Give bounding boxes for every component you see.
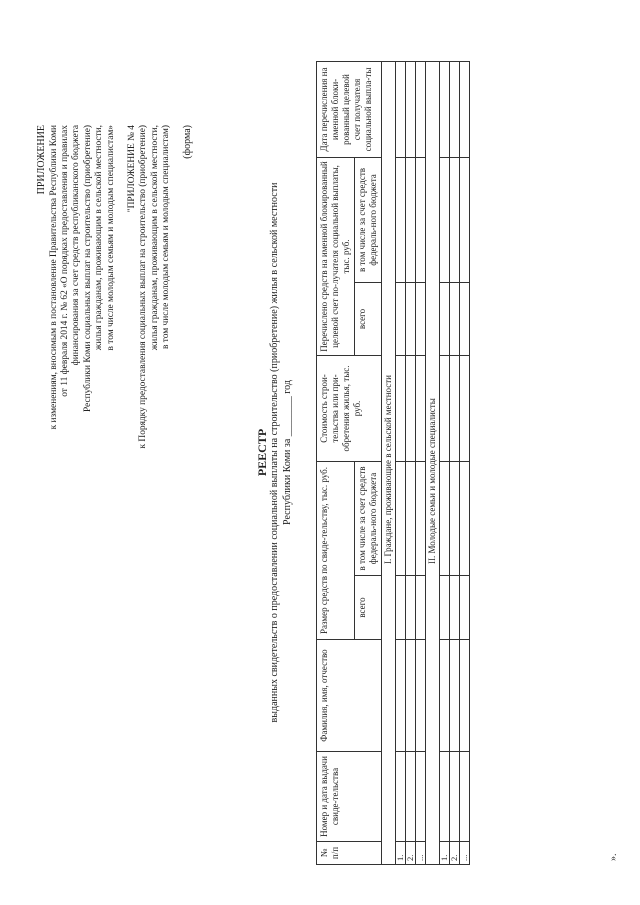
closing-quote-mark: ». — [608, 853, 619, 861]
subheader-total: всего — [355, 282, 382, 355]
col-header-cost: Стоимость строи-тельства или при-обретения жилья, тыс. руб. — [317, 355, 382, 461]
registry-subtitle-line: Республики Коми за ________ год — [281, 380, 293, 525]
col-header-cert: Номер и дата выдачи свиде-тельства — [317, 752, 382, 842]
table-row — [450, 61, 460, 864]
subheader-federal: в том числе за счет средств федераль-ного бюджета — [355, 461, 382, 575]
col-header-transferred: Перечислено средств на именной блокированный целевой счет по-лучателя социальной выплаты, тыс. руб. — [317, 157, 355, 355]
appendix-line: в том числе молодым семьям и молодым специалистам» — [105, 125, 116, 351]
annex4-line: жилья гражданам, проживающим в сельской местности, — [149, 125, 160, 351]
row-number: ... — [416, 842, 426, 865]
table-row — [406, 61, 416, 864]
appendix-title: ПРИЛОЖЕНИЕ — [36, 125, 47, 195]
appendix-line: Республики Коми социальных выплат на строительство (приобретение) — [82, 125, 93, 413]
table-row — [416, 61, 426, 864]
register-table — [316, 61, 470, 865]
row-number: 1. — [396, 842, 406, 865]
section-title: I. Граждане, проживающие в сельской местности — [382, 61, 396, 864]
subheader-total: всего — [355, 576, 382, 640]
registry-subtitle — [269, 0, 294, 905]
registry-subtitle-line: выданных свидетельств о предоставлении социальной выплаты на строительство (приобретение) жилья в сельской местности — [269, 182, 280, 723]
row-number: 2. — [450, 842, 460, 865]
col-header-amount: Размер средств по свиде-тельству, тыс. руб. — [317, 461, 355, 639]
row-number: 1. — [440, 842, 450, 865]
row-number: 2. — [406, 842, 416, 865]
subheader-federal: в том числе за счет средств федераль-ного бюджета — [355, 157, 382, 282]
form-label: (форма) — [182, 125, 193, 159]
section-title: II. Молодые семьи и молодые специалисты — [426, 61, 440, 864]
appendix-line: к изменениям, вносимым в постановление Правительства Республики Коми — [48, 125, 59, 430]
appendix-block — [36, 125, 117, 625]
appendix-line: жилья гражданам, проживающим в сельской местности, — [94, 125, 105, 351]
annex4-title: "ПРИЛОЖЕНИЕ № 4 — [127, 125, 137, 213]
annex4-line: в том числе молодым семьям и молодым специалистам) — [161, 125, 172, 349]
registry-title: РЕЕСТР — [255, 428, 269, 477]
annex4-block — [127, 125, 173, 575]
row-number: ... — [460, 842, 470, 865]
table-row — [396, 61, 406, 864]
col-header-num: № п/п — [317, 842, 382, 865]
table-row — [460, 61, 470, 864]
table-row — [440, 61, 450, 864]
col-header-name: Фамилия, имя, отчество — [317, 640, 382, 752]
col-header-date: Дата перечисления на именной блоки-рованный целевой счет получателя социальной выпла-ты — [317, 61, 382, 157]
appendix-line: от 11 февраля 2014 г. № 62 «О порядках предоставления и правилах — [59, 125, 70, 397]
appendix-line: финансирования за счет средств республиканского бюджета — [71, 125, 82, 366]
annex4-line: к Порядку предоставления социальных выплат на строительство (приобретение) — [138, 125, 149, 449]
